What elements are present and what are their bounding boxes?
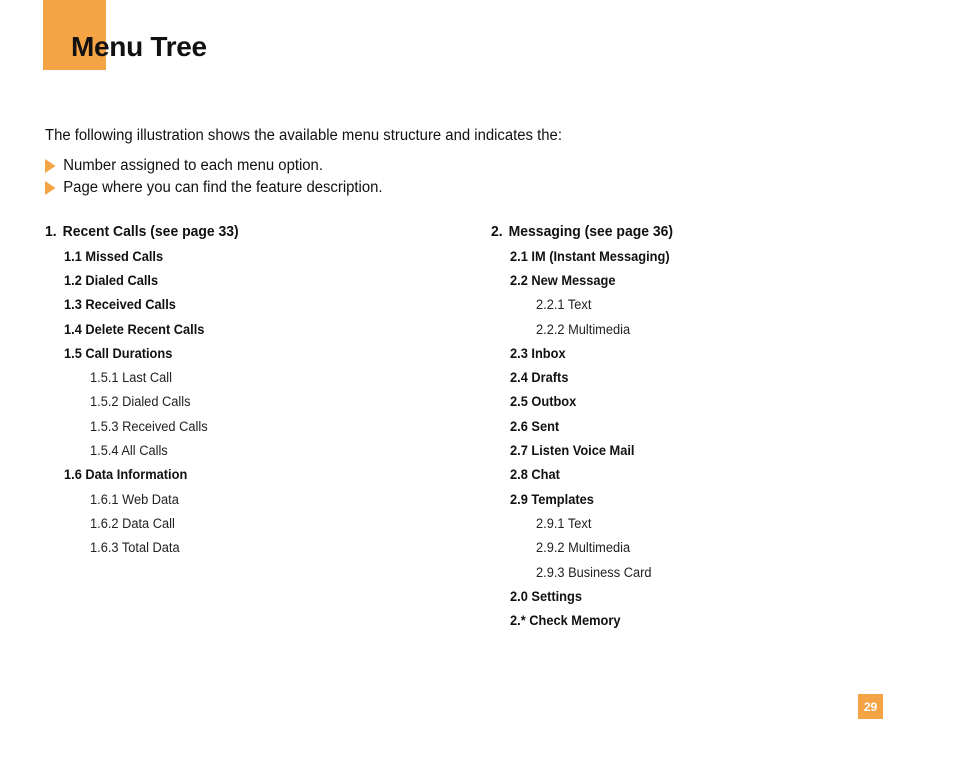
menu-item-label: 1.4 Delete Recent Calls xyxy=(64,321,205,337)
page-number-badge: 29 xyxy=(858,694,883,719)
menu-item xyxy=(491,584,687,608)
menu-section-recent-calls xyxy=(45,220,253,560)
submenu-item xyxy=(491,293,687,317)
submenu-item xyxy=(45,536,253,560)
menu-item xyxy=(45,341,253,365)
submenu-item xyxy=(491,317,687,341)
menu-item-label: 2.7 Listen Voice Mail xyxy=(510,443,635,459)
menu-item xyxy=(491,414,687,438)
intro-text: The following illustration shows the available menu structure and indicates the: xyxy=(45,127,562,144)
intro-bullet-text: Number assigned to each menu option. xyxy=(63,157,323,174)
menu-item-label: 2.1 IM (Instant Messaging) xyxy=(510,248,670,264)
submenu-item xyxy=(45,390,253,414)
intro-bullet xyxy=(45,155,383,177)
submenu-item xyxy=(45,438,253,462)
section-heading xyxy=(45,220,239,242)
menu-section-messaging xyxy=(491,220,687,633)
menu-item-label: 1.5.3 Received Calls xyxy=(90,418,208,434)
menu-item xyxy=(491,365,687,389)
menu-item xyxy=(45,293,253,317)
intro-bullet xyxy=(45,177,383,199)
submenu-item xyxy=(45,414,253,438)
menu-item-label: 1.6 Data Information xyxy=(64,467,188,483)
submenu-item xyxy=(45,365,253,389)
section-title: Recent Calls (see page 33) xyxy=(62,222,239,240)
menu-item-label: 2.2 New Message xyxy=(510,272,616,288)
submenu-item xyxy=(45,487,253,511)
menu-item xyxy=(491,487,687,511)
menu-item-label: 2.9.1 Text xyxy=(536,515,592,531)
menu-item-label: 2.4 Drafts xyxy=(510,370,569,386)
menu-item-label: 2.6 Sent xyxy=(510,418,560,434)
menu-item-label: 2.* Check Memory xyxy=(510,613,621,629)
section-heading xyxy=(491,220,673,242)
triangle-right-icon xyxy=(45,181,56,195)
triangle-right-icon xyxy=(45,159,56,173)
menu-item xyxy=(491,341,687,365)
menu-item xyxy=(45,317,253,341)
menu-item xyxy=(491,438,687,462)
menu-item-label: 1.5.1 Last Call xyxy=(90,370,172,386)
menu-item xyxy=(491,268,687,292)
menu-item-label: 1.3 Received Calls xyxy=(64,297,176,313)
menu-item xyxy=(45,268,253,292)
menu-item-label: 1.5.2 Dialed Calls xyxy=(90,394,191,410)
menu-list xyxy=(45,244,253,560)
section-number: 2. xyxy=(491,222,503,240)
menu-item-label: 2.9.3 Business Card xyxy=(536,564,652,580)
menu-item-label: 2.5 Outbox xyxy=(510,394,577,410)
menu-item-label: 2.2.1 Text xyxy=(536,297,592,313)
menu-item xyxy=(491,390,687,414)
menu-item-label: 2.9.2 Multimedia xyxy=(536,540,631,556)
submenu-item xyxy=(491,560,687,584)
menu-list xyxy=(491,244,687,633)
menu-item-label: 1.6.2 Data Call xyxy=(90,515,175,531)
submenu-item xyxy=(491,511,687,535)
menu-item-label: 1.1 Missed Calls xyxy=(64,248,164,264)
menu-item xyxy=(45,463,253,487)
submenu-item xyxy=(491,536,687,560)
menu-item-label: 2.8 Chat xyxy=(510,467,560,483)
menu-item xyxy=(45,244,253,268)
menu-item-label: 2.2.2 Multimedia xyxy=(536,321,631,337)
menu-item-label: 1.6.1 Web Data xyxy=(90,491,179,507)
menu-item xyxy=(491,463,687,487)
menu-item xyxy=(491,244,687,268)
section-title: Messaging (see page 36) xyxy=(508,222,674,240)
intro-bullet-text: Page where you can find the feature description. xyxy=(63,179,383,196)
menu-item-label: 1.5.4 All Calls xyxy=(90,443,168,459)
menu-item-label: 1.2 Dialed Calls xyxy=(64,272,159,288)
menu-item-label: 2.9 Templates xyxy=(510,491,594,507)
section-number: 1. xyxy=(45,222,57,240)
menu-item-label: 1.5 Call Durations xyxy=(64,345,173,361)
page-title: Menu Tree xyxy=(71,31,207,62)
menu-item-label: 2.3 Inbox xyxy=(510,345,566,361)
menu-item-label: 1.6.3 Total Data xyxy=(90,540,180,556)
submenu-item xyxy=(45,511,253,535)
menu-item xyxy=(491,608,687,632)
menu-item-label: 2.0 Settings xyxy=(510,588,582,604)
intro-bullets xyxy=(45,155,397,199)
